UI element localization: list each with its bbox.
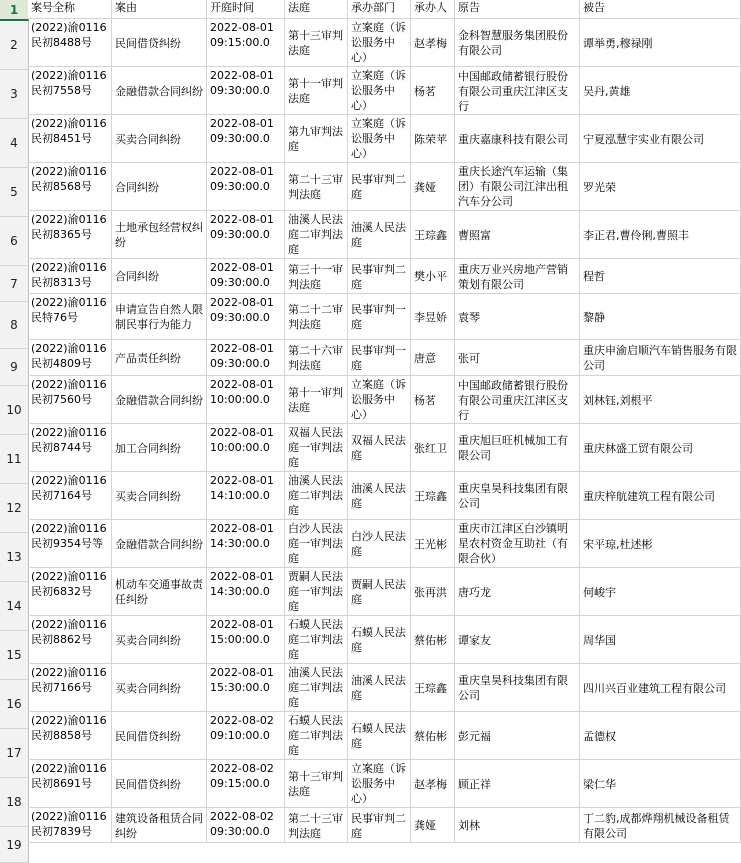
cell-department[interactable]: 民事审判二庭 <box>348 163 411 211</box>
cell-case-number[interactable]: (2022)渝0116民初7164号 <box>28 472 112 520</box>
cell-case-reason[interactable]: 金融借款合同纠纷 <box>112 67 207 115</box>
cell-department[interactable]: 民事审判一庭 <box>348 294 411 340</box>
cell-case-reason[interactable]: 金融借款合同纠纷 <box>112 376 207 424</box>
row-header[interactable]: 15 <box>0 631 29 680</box>
cell-department[interactable]: 民事审判二庭 <box>348 259 411 294</box>
cell-case-reason[interactable]: 民间借贷纠纷 <box>112 712 207 760</box>
column-header-defendant[interactable]: 被告 <box>580 0 741 19</box>
column-header-hearing-time[interactable]: 开庭时间 <box>207 0 285 19</box>
cell-case-number[interactable]: (2022)渝0116民初8488号 <box>28 19 112 67</box>
cell-department[interactable]: 贾嗣人民法庭 <box>348 568 411 616</box>
cell-judge[interactable]: 李昱娇 <box>411 294 455 340</box>
cell-case-number[interactable]: (2022)渝0116民初8691号 <box>28 760 112 808</box>
cell-courtroom[interactable]: 油溪人民法庭二审判法庭 <box>285 211 348 259</box>
cell-case-number[interactable]: (2022)渝0116民特76号 <box>28 294 112 340</box>
cell-department[interactable]: 油溪人民法庭 <box>348 472 411 520</box>
cell-plaintiff[interactable]: 谭家友 <box>455 616 580 664</box>
cell-defendant[interactable]: 重庆申渝启顺汽车销售服务有限公司 <box>580 340 741 376</box>
cell-case-reason[interactable]: 民间借贷纠纷 <box>112 19 207 67</box>
cell-case-number[interactable]: (2022)渝0116民初8451号 <box>28 115 112 163</box>
cell-courtroom[interactable]: 第二十三审判法庭 <box>285 808 348 843</box>
cell-defendant[interactable]: 梁仁华 <box>580 760 741 808</box>
cell-plaintiff[interactable]: 彭元福 <box>455 712 580 760</box>
column-header-case-number[interactable]: 案号全称 <box>28 0 112 19</box>
cell-department[interactable]: 石蟆人民法庭 <box>348 712 411 760</box>
cell-case-number[interactable]: (2022)渝0116民初8313号 <box>28 259 112 294</box>
row-header-1[interactable]: 1 <box>0 0 29 21</box>
cell-defendant[interactable]: 孟德权 <box>580 712 741 760</box>
cell-department[interactable]: 立案庭（诉讼服务中心） <box>348 67 411 115</box>
cell-defendant[interactable]: 黎静 <box>580 294 741 340</box>
row-header[interactable]: 18 <box>0 778 29 827</box>
row-header[interactable]: 13 <box>0 533 29 582</box>
cell-hearing-time[interactable]: 2022-08-01 09:15:00.0 <box>207 19 285 67</box>
cell-courtroom[interactable]: 双福人民法庭一审判法庭 <box>285 424 348 472</box>
cell-judge[interactable]: 张再洪 <box>411 568 455 616</box>
cell-plaintiff[interactable]: 中国邮政储蓄银行股份有限公司重庆江津区支行 <box>455 376 580 424</box>
cell-case-number[interactable]: (2022)渝0116民初8568号 <box>28 163 112 211</box>
row-header[interactable]: 19 <box>0 827 29 863</box>
cell-plaintiff[interactable]: 重庆皇昊科技集团有限公司 <box>455 664 580 712</box>
cell-case-reason[interactable]: 产品责任纠纷 <box>112 340 207 376</box>
cell-case-reason[interactable]: 建筑设备租赁合同纠纷 <box>112 808 207 843</box>
cell-defendant[interactable]: 周华国 <box>580 616 741 664</box>
cell-defendant[interactable]: 何峻宇 <box>580 568 741 616</box>
cell-case-reason[interactable]: 买卖合同纠纷 <box>112 616 207 664</box>
cell-hearing-time[interactable]: 2022-08-01 09:30:00.0 <box>207 115 285 163</box>
cell-department[interactable]: 民事审判二庭 <box>348 808 411 843</box>
cell-defendant[interactable]: 宋平琼,杜述彬 <box>580 520 741 568</box>
cell-department[interactable]: 立案庭（诉讼服务中心） <box>348 376 411 424</box>
cell-courtroom[interactable]: 第十一审判法庭 <box>285 376 348 424</box>
cell-department[interactable]: 白沙人民法庭 <box>348 520 411 568</box>
cell-courtroom[interactable]: 第二十二审判法庭 <box>285 294 348 340</box>
cell-defendant[interactable]: 宁夏泓慧宇实业有限公司 <box>580 115 741 163</box>
cell-courtroom[interactable]: 第九审判法庭 <box>285 115 348 163</box>
cell-plaintiff[interactable]: 重庆长途汽车运输（集团）有限公司江津出租汽车分公司 <box>455 163 580 211</box>
cell-courtroom[interactable]: 第十三审判法庭 <box>285 19 348 67</box>
row-header[interactable]: 2 <box>0 21 29 70</box>
cell-hearing-time[interactable]: 2022-08-02 09:15:00.0 <box>207 760 285 808</box>
column-header-judge[interactable]: 承办人 <box>411 0 455 19</box>
cell-department[interactable]: 立案庭（诉讼服务中心） <box>348 115 411 163</box>
cell-plaintiff[interactable]: 金科智慧服务集团股份有限公司 <box>455 19 580 67</box>
cell-case-number[interactable]: (2022)渝0116民初8858号 <box>28 712 112 760</box>
cell-defendant[interactable]: 重庆林盛工贸有限公司 <box>580 424 741 472</box>
cell-defendant[interactable]: 刘林钰,刘根平 <box>580 376 741 424</box>
cell-judge[interactable]: 唐意 <box>411 340 455 376</box>
cell-plaintiff[interactable]: 曹照富 <box>455 211 580 259</box>
cell-courtroom[interactable]: 第二十六审判法庭 <box>285 340 348 376</box>
cell-case-reason[interactable]: 申请宣告自然人限制民事行为能力 <box>112 294 207 340</box>
column-header-case-reason[interactable]: 案由 <box>112 0 207 19</box>
cell-defendant[interactable]: 四川兴百业建筑工程有限公司 <box>580 664 741 712</box>
column-header-plaintiff[interactable]: 原告 <box>455 0 580 19</box>
cell-case-number[interactable]: (2022)渝0116民初7560号 <box>28 376 112 424</box>
row-header[interactable]: 5 <box>0 168 29 217</box>
cell-judge[interactable]: 赵孝梅 <box>411 19 455 67</box>
cell-courtroom[interactable]: 油溪人民法庭二审判法庭 <box>285 664 348 712</box>
cell-judge[interactable]: 王琮鑫 <box>411 211 455 259</box>
cell-plaintiff[interactable]: 重庆旭巨旺机械加工有限公司 <box>455 424 580 472</box>
cell-judge[interactable]: 龚娅 <box>411 163 455 211</box>
cell-judge[interactable]: 樊小平 <box>411 259 455 294</box>
cell-defendant[interactable]: 重庆梓航建筑工程有限公司 <box>580 472 741 520</box>
cell-plaintiff[interactable]: 重庆万业兴房地产营销策划有限公司 <box>455 259 580 294</box>
cell-case-number[interactable]: (2022)渝0116民初4809号 <box>28 340 112 376</box>
cell-case-reason[interactable]: 合同纠纷 <box>112 163 207 211</box>
cell-plaintiff[interactable]: 重庆市江津区白沙镇明星农村资金互助社（有限合伙） <box>455 520 580 568</box>
cell-hearing-time[interactable]: 2022-08-02 09:30:00.0 <box>207 808 285 843</box>
cell-department[interactable]: 油溪人民法庭 <box>348 664 411 712</box>
cell-case-reason[interactable]: 买卖合同纠纷 <box>112 664 207 712</box>
cell-department[interactable]: 立案庭（诉讼服务中心） <box>348 19 411 67</box>
column-header-courtroom[interactable]: 法庭 <box>285 0 348 19</box>
row-header[interactable]: 3 <box>0 70 29 119</box>
cell-hearing-time[interactable]: 2022-08-01 15:30:00.0 <box>207 664 285 712</box>
cell-plaintiff[interactable]: 袁琴 <box>455 294 580 340</box>
cell-case-number[interactable]: (2022)渝0116民初9354号等 <box>28 520 112 568</box>
cell-case-reason[interactable]: 机动车交通事故责任纠纷 <box>112 568 207 616</box>
cell-hearing-time[interactable]: 2022-08-01 14:30:00.0 <box>207 568 285 616</box>
cell-defendant[interactable]: 丁二豹,成都烨翔机械设备租赁有限公司 <box>580 808 741 843</box>
cell-hearing-time[interactable]: 2022-08-01 10:00:00.0 <box>207 376 285 424</box>
cell-case-reason[interactable]: 买卖合同纠纷 <box>112 115 207 163</box>
cell-defendant[interactable]: 谭举勇,穆禄刚 <box>580 19 741 67</box>
cell-case-number[interactable]: (2022)渝0116民初7166号 <box>28 664 112 712</box>
cell-case-reason[interactable]: 合同纠纷 <box>112 259 207 294</box>
cell-case-reason[interactable]: 买卖合同纠纷 <box>112 472 207 520</box>
row-header[interactable]: 10 <box>0 386 29 435</box>
cell-courtroom[interactable]: 第三十一审判法庭 <box>285 259 348 294</box>
cell-judge[interactable]: 王琮鑫 <box>411 472 455 520</box>
cell-judge[interactable]: 赵孝梅 <box>411 760 455 808</box>
cell-plaintiff[interactable]: 重庆嘉康科技有限公司 <box>455 115 580 163</box>
cell-case-number[interactable]: (2022)渝0116民初7839号 <box>28 808 112 843</box>
cell-courtroom[interactable]: 第二十三审判法庭 <box>285 163 348 211</box>
row-header[interactable]: 12 <box>0 484 29 533</box>
cell-hearing-time[interactable]: 2022-08-02 09:10:00.0 <box>207 712 285 760</box>
cell-hearing-time[interactable]: 2022-08-01 15:00:00.0 <box>207 616 285 664</box>
cell-case-reason[interactable]: 土地承包经营权纠纷 <box>112 211 207 259</box>
row-header[interactable]: 4 <box>0 119 29 168</box>
cell-plaintiff[interactable]: 重庆皇昊科技集团有限公司 <box>455 472 580 520</box>
cell-judge[interactable]: 王琮鑫 <box>411 664 455 712</box>
cell-case-number[interactable]: (2022)渝0116民初6832号 <box>28 568 112 616</box>
cell-judge[interactable]: 杨茗 <box>411 67 455 115</box>
cell-defendant[interactable]: 程哲 <box>580 259 741 294</box>
cell-courtroom[interactable]: 白沙人民法庭一审判法庭 <box>285 520 348 568</box>
row-header[interactable]: 6 <box>0 217 29 266</box>
cell-judge[interactable]: 蔡佑彬 <box>411 616 455 664</box>
cell-case-reason[interactable]: 金融借款合同纠纷 <box>112 520 207 568</box>
cell-courtroom[interactable]: 石蟆人民法庭二审判法庭 <box>285 712 348 760</box>
cell-plaintiff[interactable]: 唐巧龙 <box>455 568 580 616</box>
cell-case-number[interactable]: (2022)渝0116民初8744号 <box>28 424 112 472</box>
row-header[interactable]: 16 <box>0 680 29 729</box>
cell-case-reason[interactable]: 加工合同纠纷 <box>112 424 207 472</box>
cell-case-reason[interactable]: 民间借贷纠纷 <box>112 760 207 808</box>
row-header[interactable]: 9 <box>0 349 29 386</box>
row-header[interactable]: 8 <box>0 302 29 349</box>
cell-hearing-time[interactable]: 2022-08-01 09:30:00.0 <box>207 211 285 259</box>
row-header[interactable]: 11 <box>0 435 29 484</box>
cell-plaintiff[interactable]: 刘林 <box>455 808 580 843</box>
cell-defendant[interactable]: 李正君,曹伶俐,曹照丰 <box>580 211 741 259</box>
cell-judge[interactable]: 杨茗 <box>411 376 455 424</box>
cell-courtroom[interactable]: 石蟆人民法庭二审判法庭 <box>285 616 348 664</box>
cell-judge[interactable]: 龚娅 <box>411 808 455 843</box>
cell-department[interactable]: 石蟆人民法庭 <box>348 616 411 664</box>
row-header[interactable]: 17 <box>0 729 29 778</box>
row-header[interactable]: 7 <box>0 266 29 302</box>
cell-courtroom[interactable]: 第十一审判法庭 <box>285 67 348 115</box>
cell-hearing-time[interactable]: 2022-08-01 14:30:00.0 <box>207 520 285 568</box>
cell-case-number[interactable]: (2022)渝0116民初8365号 <box>28 211 112 259</box>
column-header-department[interactable]: 承办部门 <box>348 0 411 19</box>
cell-defendant[interactable]: 罗光荣 <box>580 163 741 211</box>
cell-plaintiff[interactable]: 顾正祥 <box>455 760 580 808</box>
cell-courtroom[interactable]: 第十三审判法庭 <box>285 760 348 808</box>
cell-judge[interactable]: 陈荣苹 <box>411 115 455 163</box>
cell-department[interactable]: 民事审判一庭 <box>348 340 411 376</box>
cell-hearing-time[interactable]: 2022-08-01 09:30:00.0 <box>207 340 285 376</box>
cell-hearing-time[interactable]: 2022-08-01 09:30:00.0 <box>207 259 285 294</box>
cell-department[interactable]: 立案庭（诉讼服务中心） <box>348 760 411 808</box>
cell-hearing-time[interactable]: 2022-08-01 09:30:00.0 <box>207 294 285 340</box>
cell-case-number[interactable]: (2022)渝0116民初8862号 <box>28 616 112 664</box>
cell-department[interactable]: 油溪人民法庭 <box>348 211 411 259</box>
cell-courtroom[interactable]: 贾嗣人民法庭一审判法庭 <box>285 568 348 616</box>
cell-hearing-time[interactable]: 2022-08-01 14:10:00.0 <box>207 472 285 520</box>
cell-hearing-time[interactable]: 2022-08-01 09:30:00.0 <box>207 67 285 115</box>
cell-hearing-time[interactable]: 2022-08-01 09:30:00.0 <box>207 163 285 211</box>
cell-hearing-time[interactable]: 2022-08-01 10:00:00.0 <box>207 424 285 472</box>
cell-courtroom[interactable]: 油溪人民法庭二审判法庭 <box>285 472 348 520</box>
row-header[interactable]: 14 <box>0 582 29 631</box>
cell-judge[interactable]: 张红卫 <box>411 424 455 472</box>
cell-department[interactable]: 双福人民法庭 <box>348 424 411 472</box>
cell-plaintiff[interactable]: 张可 <box>455 340 580 376</box>
cell-judge[interactable]: 蔡佑彬 <box>411 712 455 760</box>
cell-judge[interactable]: 王光彬 <box>411 520 455 568</box>
cell-defendant[interactable]: 吴丹,黄雄 <box>580 67 741 115</box>
cell-case-number[interactable]: (2022)渝0116民初7558号 <box>28 67 112 115</box>
cell-plaintiff[interactable]: 中国邮政储蓄银行股份有限公司重庆江津区支行 <box>455 67 580 115</box>
